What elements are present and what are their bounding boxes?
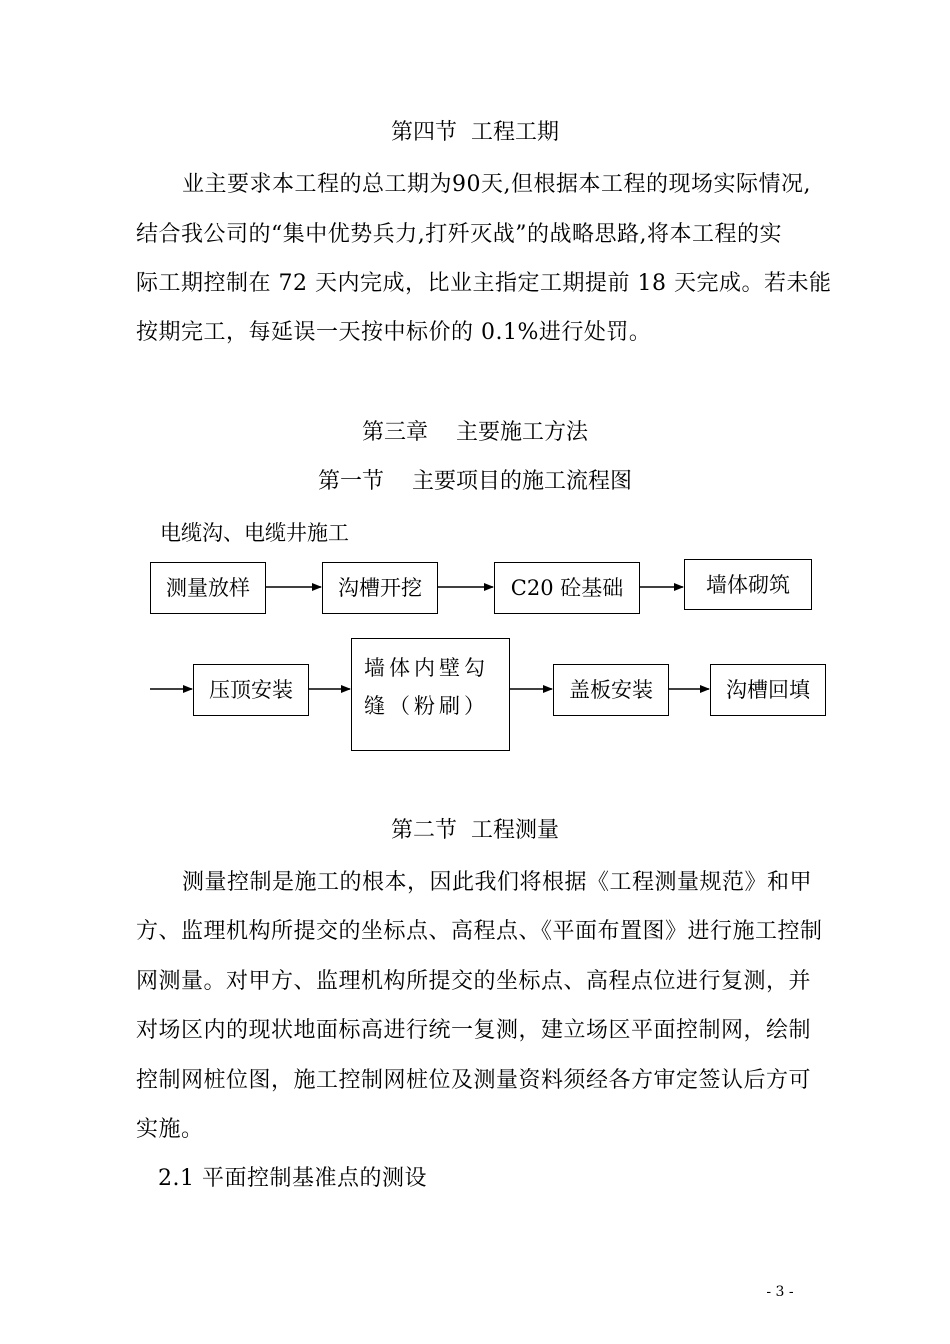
paragraph-line: 结合我公司的“集中优势兵力,打歼灭战”的战略思路,将本工程的实	[136, 222, 782, 247]
paragraph-line: 对场区内的现状地面标高进行统一复测，建立场区平面控制网，绘制	[136, 1018, 812, 1043]
flow-step-backfill: 沟槽回填	[710, 664, 826, 716]
paragraph-line: 际工期控制在 72 天内完成，比业主指定工期提前 18 天完成。若未能	[136, 271, 832, 296]
paragraph-line: 测量控制是施工的根本，因此我们将根据《工程测量规范》和甲	[182, 870, 813, 895]
flow-step-wall-pointing: 墙体内壁勾缝（粉刷）	[351, 638, 510, 751]
flow-step-coping-install: 压顶安装	[193, 664, 309, 716]
paragraph-line: 网测量。对甲方、监理机构所提交的坐标点、高程点位进行复测，并	[136, 969, 812, 994]
paragraph-line: 实施。	[136, 1117, 204, 1142]
section-2-title: 第二节 工程测量	[391, 818, 559, 843]
subsection-heading: 2.1 平面控制基准点的测设	[158, 1166, 427, 1191]
paragraph-line: 控制网桩位图，施工控制网桩位及测量资料须经各方审定签认后方可	[136, 1068, 812, 1093]
page-number: - 3 -	[766, 1284, 794, 1300]
section-4-title: 第四节 工程工期	[391, 120, 559, 145]
flow-step-cover-install: 盖板安装	[553, 664, 669, 716]
chapter-3-title: 第三章 主要施工方法	[362, 420, 588, 445]
flow-step-trench-excavation: 沟槽开挖	[322, 562, 438, 614]
flow-step-wall-masonry: 墙体砌筑	[684, 559, 812, 610]
flow-step-concrete-foundation: C20 砼基础	[494, 562, 640, 614]
flow-step-survey: 测量放样	[150, 562, 266, 614]
paragraph-line: 方、监理机构所提交的坐标点、高程点、《平面布置图》进行施工控制	[136, 919, 823, 944]
flowchart-caption: 电缆沟、电缆井施工	[160, 521, 349, 545]
paragraph-line: 按期完工，每延误一天按中标价的 0.1%进行处罚。	[136, 320, 652, 345]
paragraph-line: 业主要求本工程的总工期为90天,但根据本工程的现场实际情况,	[182, 172, 811, 197]
section-1-title: 第一节 主要项目的施工流程图	[318, 469, 632, 494]
